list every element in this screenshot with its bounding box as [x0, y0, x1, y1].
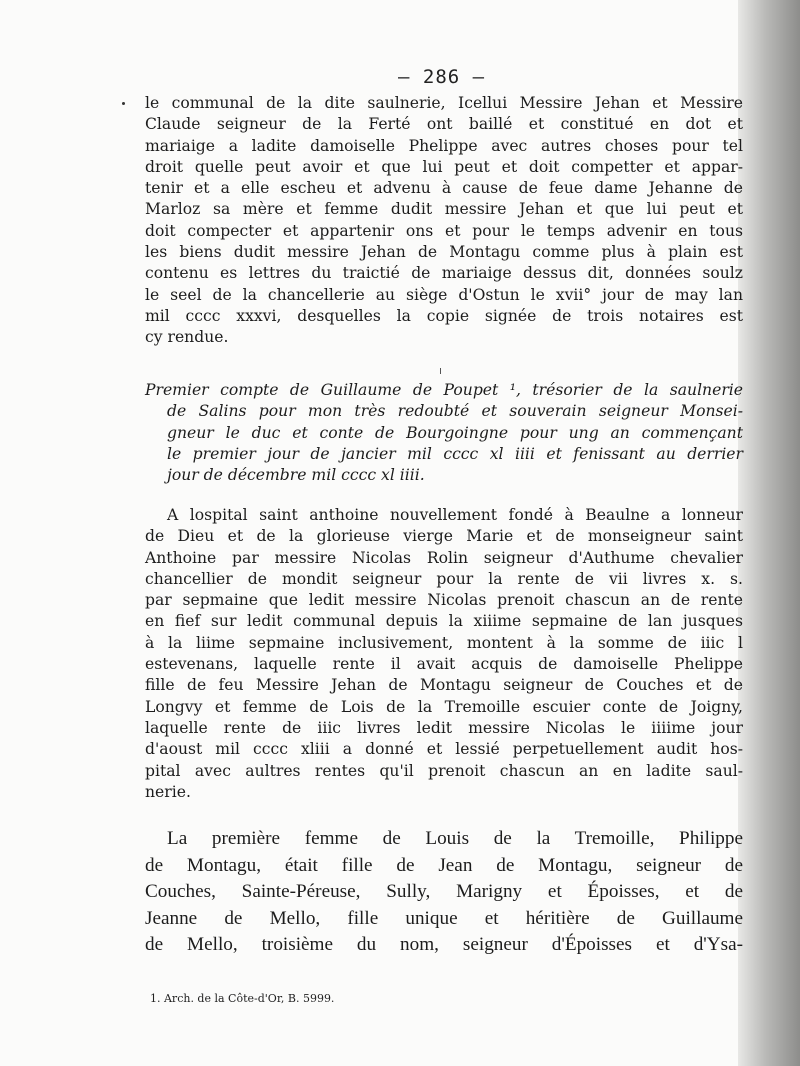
text-line: de Mello, troisième du nom, seigneur d'Époisses et d'Ysa- [145, 934, 743, 956]
text-line: La première femme de Louis de la Tremoille, Philippe [167, 828, 743, 849]
text-line: A lospital saint anthoine nouvellement fondé à Beaulne a lonneur [167, 506, 743, 524]
text-line: Couches, Sainte-Péreuse, Sully, Marigny et Époisses, et de [145, 881, 743, 903]
text-line: laquelle rente de iiic livres ledit messire Nicolas le iiiime jour [145, 718, 743, 737]
page-gutter-shadow [738, 0, 800, 1066]
text-line: droit quelle peut avoir et que lui peut et doit competter et appar- [145, 157, 743, 176]
text-line: cy rendue. [145, 328, 229, 347]
intro-paragraph [145, 93, 743, 349]
text-line: de Montagu, était fille de Jean de Montagu, seigneur de [145, 854, 743, 876]
text-line: le premier jour de jancier mil cccc xl iiii et fenissant au derrier [167, 444, 743, 463]
text-line: gneur le duc et conte de Bourgoingne pour ung an commençant [167, 423, 743, 442]
text-line: jour de décembre mil cccc xl iiii. [167, 466, 425, 485]
text-line: de Dieu et de la glorieuse vierge Marie et de monseigneur saint [145, 527, 743, 546]
text-line: à la liime sepmaine inclusivement, montent à la somme de iiic l [145, 633, 743, 652]
footnote: 1. Arch. de la Côte-d'Or, B. 5999. [150, 992, 335, 1005]
text-line: le seel de la chancellerie au siège d'Ostun le xvii° jour de may lan [145, 285, 743, 304]
hospital-charter-paragraph [145, 505, 743, 803]
main-body-paragraph [145, 826, 743, 959]
text-line: les biens dudit messire Jehan de Montagu comme plus à plain est [145, 243, 743, 262]
text-line: estevenans, laquelle rente il avait acquis de damoiselle Phelippe [145, 655, 743, 674]
text-line: mariaige a ladite damoiselle Phelippe avec autres choses pour tel [145, 136, 743, 155]
text-line: fille de feu Messire Jehan de Montagu seigneur de Couches et de [145, 676, 743, 695]
text-line: Marloz sa mère et femme dudit messire Jehan et que lui peut et [145, 200, 743, 219]
text-line: de Salins pour mon très redoubté et souverain seigneur Monsei- [167, 402, 743, 421]
text-line: pital avec aultres rentes qu'il prenoit chascun an en ladite saul- [145, 761, 743, 780]
text-line: d'aoust mil cccc xliii a donné et lessié perpetuellement audit hos- [145, 740, 743, 759]
account-heading-paragraph [145, 380, 743, 486]
text-line: doit compecter et appartenir ons et pour le temps advenir en tous [145, 221, 743, 240]
text-line: en fief sur ledit communal depuis la xiiime sepmaine de lan jusques [145, 612, 743, 631]
text-line: chancellier de mondit seigneur pour la rente de vii livres x. s. [145, 569, 743, 588]
text-line: Claude seigneur de la Ferté ont baillé et constitué en dot et [145, 115, 743, 134]
text-line: tenir et a elle escheu et advenu à cause de feue dame Jehanne de [145, 179, 743, 198]
ink-tick [440, 368, 441, 374]
page-number: — 286 — [398, 66, 486, 88]
text-line: Longvy et femme de Lois de la Tremoille escuier conte de Joigny, [145, 697, 743, 716]
text-line: contenu es lettres du traictié de mariaige dessus dit, données soulz [145, 264, 743, 283]
text-line: Premier compte de Guillaume de Poupet ¹, trésorier de la saulnerie [145, 381, 743, 399]
text-line: mil cccc xxxvi, desquelles la copie signée de trois notaires est [145, 306, 743, 325]
text-line: nerie. [145, 782, 191, 801]
text-line: Anthoine par messire Nicolas Rolin seigneur d'Authume chevalier [145, 548, 743, 567]
margin-mark [122, 102, 125, 105]
text-line: le communal de la dite saulnerie, Icellui Messire Jehan et Messire [145, 94, 743, 112]
text-line: par sepmaine que ledit messire Nicolas prenoit chascun an de rente [145, 591, 743, 610]
text-line: Jeanne de Mello, fille unique et héritière de Guillaume [145, 907, 743, 929]
